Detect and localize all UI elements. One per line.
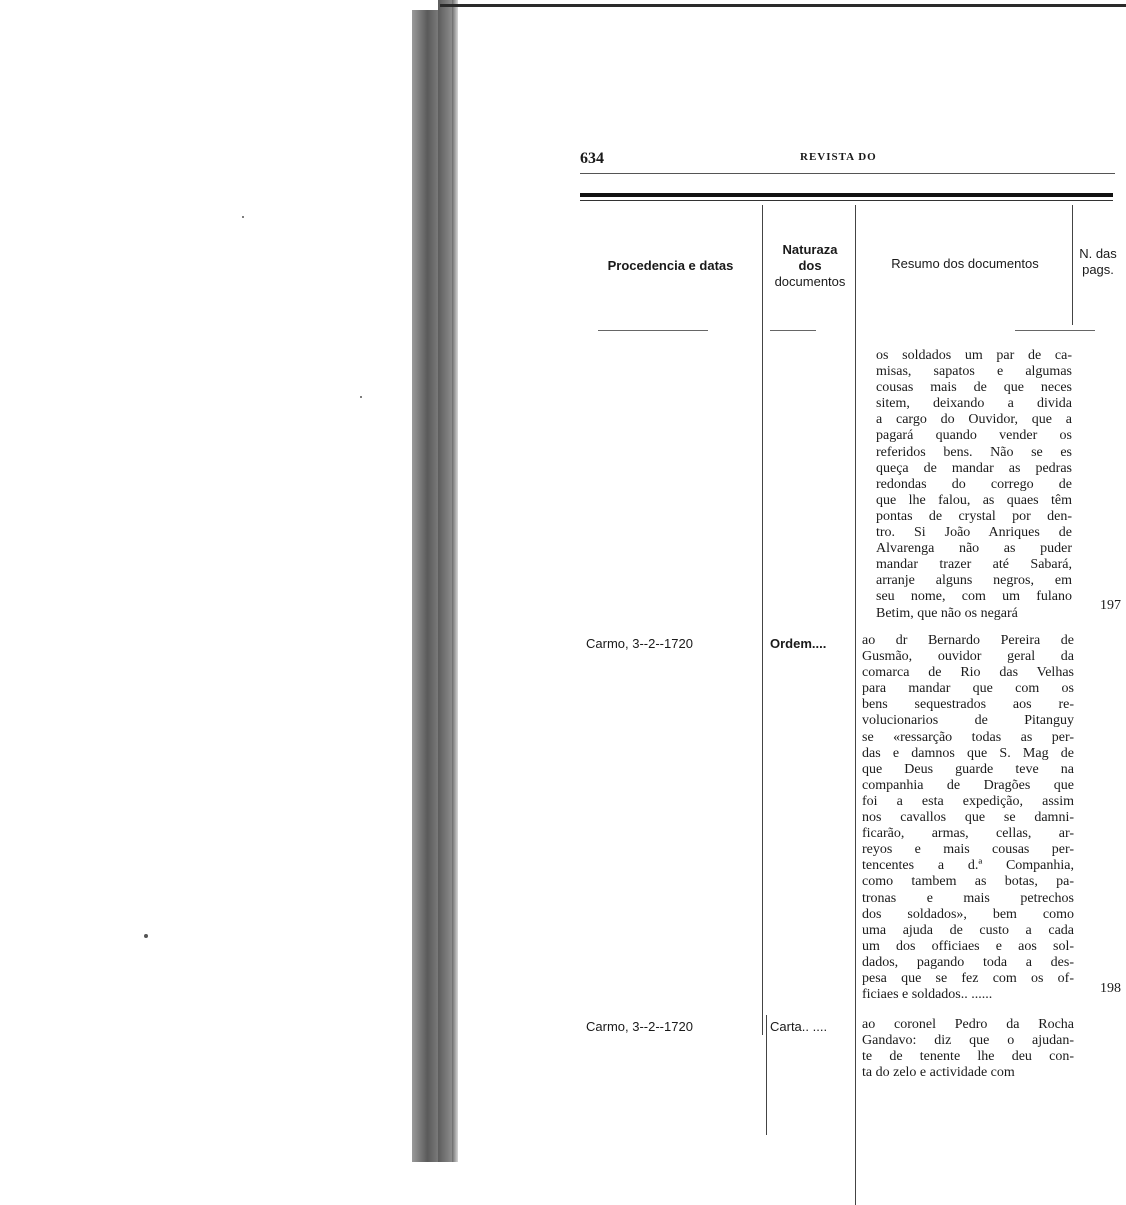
summary-line: ao coronel Pedro da Rocha bbox=[862, 1017, 1074, 1032]
summary-line: dos soldados», bem como bbox=[862, 906, 1074, 922]
summary-line: uma ajuda de custo a cada bbox=[862, 922, 1074, 938]
summary-line: pagará quando vender os bbox=[876, 428, 1072, 444]
entry-date: Carmo, 3--2--1720 bbox=[586, 1019, 693, 1034]
page-top-edge bbox=[440, 4, 1126, 7]
header-separator bbox=[598, 330, 708, 331]
summary-line: um dos officiaes e aos sol- bbox=[862, 938, 1074, 954]
summary-line: bens sequestrados aos re- bbox=[862, 697, 1074, 713]
summary-line: companhia de Dragões que bbox=[862, 777, 1074, 793]
summary-line: pontas de crystal por den- bbox=[876, 508, 1072, 524]
summary-line: queça de mandar as pedras bbox=[876, 460, 1072, 476]
summary-line: tencentes a d.ª Companhia, bbox=[862, 858, 1074, 874]
spine-shadow bbox=[412, 10, 438, 1162]
column-header-natureza-line1: Naturaza bbox=[782, 242, 838, 257]
summary-line: para mandar que com os bbox=[862, 681, 1074, 697]
header-separator bbox=[1015, 330, 1095, 331]
entry-nature-label: Ordem.... bbox=[770, 636, 827, 651]
summary-line: volucionarios de Pitanguy bbox=[862, 713, 1074, 729]
entry-summary bbox=[862, 1017, 1074, 1081]
summary-line: redondas do corrego de bbox=[876, 476, 1072, 492]
summary-line: Alvarenga não as puder bbox=[876, 541, 1072, 557]
entry-summary bbox=[862, 633, 1074, 1003]
entry-nature bbox=[770, 636, 826, 651]
spine-edge bbox=[452, 0, 458, 1162]
summary-line: arranje alguns negros, em bbox=[876, 573, 1072, 589]
column-header-natureza-line2: dos bbox=[798, 258, 822, 273]
column-header-paginas bbox=[1072, 246, 1124, 278]
summary-line: Gandavo: diz que o ajudan- bbox=[862, 1033, 1074, 1049]
table-top-thin-rule bbox=[580, 200, 1113, 201]
paper-speck bbox=[242, 216, 244, 218]
header-separator bbox=[770, 330, 816, 331]
summary-line: reyos e mais cousas per- bbox=[862, 842, 1074, 858]
entry-nature: Carta.. .... bbox=[770, 1019, 828, 1034]
summary-line: ao dr Bernardo Pereira de bbox=[862, 633, 1074, 648]
summary-line: pesa que se fez com os of- bbox=[862, 970, 1074, 986]
column-rule bbox=[855, 205, 856, 1205]
column-rule bbox=[762, 205, 763, 1035]
column-rule bbox=[766, 1015, 767, 1135]
summary-line: nos cavallos que se damni- bbox=[862, 810, 1074, 826]
page-number: 634 bbox=[580, 150, 604, 167]
summary-line: ta do zelo e actividade com bbox=[862, 1065, 1015, 1081]
summary-line: se «ressarção todas as per- bbox=[862, 729, 1074, 745]
column-header-paginas-line1: N. das bbox=[1079, 246, 1117, 261]
summary-line: misas, sapatos e algumas bbox=[876, 364, 1072, 380]
summary-line: te de tenente lhe deu con- bbox=[862, 1049, 1074, 1065]
summary-line: os soldados um par de ca- bbox=[876, 348, 1072, 363]
summary-line: das e damnos que S. Mag de bbox=[862, 745, 1074, 761]
summary-line: tro. Si João Anriques de bbox=[876, 525, 1072, 541]
paper-speck bbox=[360, 396, 362, 398]
summary-line: Gusmão, ouvidor geral da bbox=[862, 649, 1074, 665]
entry-page: 198 bbox=[1100, 981, 1121, 996]
running-head: REVISTA DO bbox=[800, 151, 877, 163]
entry-date: Carmo, 3--2--1720 bbox=[586, 636, 693, 651]
summary-line: seu nome, com um fulano bbox=[876, 589, 1072, 605]
summary-line: Betim, que não os negará bbox=[876, 605, 1018, 621]
summary-line: dados, pagando toda a des- bbox=[862, 954, 1074, 970]
summary-line: que lhe falou, as quaes têm bbox=[876, 492, 1072, 508]
entry-page: 197 bbox=[1100, 598, 1121, 613]
summary-line: referidos bens. Não se es bbox=[876, 444, 1072, 460]
summary-line: cousas mais de que neces bbox=[876, 380, 1072, 396]
summary-line: ficiaes e soldados.. ...... bbox=[862, 987, 993, 1003]
column-header-natureza bbox=[764, 242, 856, 290]
summary-line: sitem, deixando a divida bbox=[876, 396, 1072, 412]
summary-line: foi a esta expedição, assim bbox=[862, 793, 1074, 809]
paper-speck bbox=[144, 934, 148, 938]
summary-line: ficarão, armas, cellas, ar- bbox=[862, 826, 1074, 842]
column-header-procedencia: Procedencia e datas bbox=[607, 258, 734, 273]
summary-line: como tambem as botas, pa- bbox=[862, 874, 1074, 890]
summary-line: tronas e mais petrechos bbox=[862, 890, 1074, 906]
summary-line: mandar trazer até Sabará, bbox=[876, 557, 1072, 573]
table-top-thick-rule bbox=[580, 193, 1113, 197]
column-rule bbox=[1072, 205, 1073, 325]
spine-binding bbox=[438, 0, 452, 1162]
summary-line: que Deus guarde teve na bbox=[862, 761, 1074, 777]
header-rule bbox=[580, 173, 1115, 174]
column-header-paginas-line2: pags. bbox=[1082, 262, 1114, 277]
summary-line: a cargo do Ouvidor, que a bbox=[876, 412, 1072, 428]
entry-summary bbox=[876, 348, 1072, 622]
column-header-resumo: Resumo dos documentos bbox=[891, 256, 1039, 271]
summary-line: comarca de Rio das Velhas bbox=[862, 665, 1074, 681]
column-header-natureza-line3: documentos bbox=[774, 274, 846, 289]
